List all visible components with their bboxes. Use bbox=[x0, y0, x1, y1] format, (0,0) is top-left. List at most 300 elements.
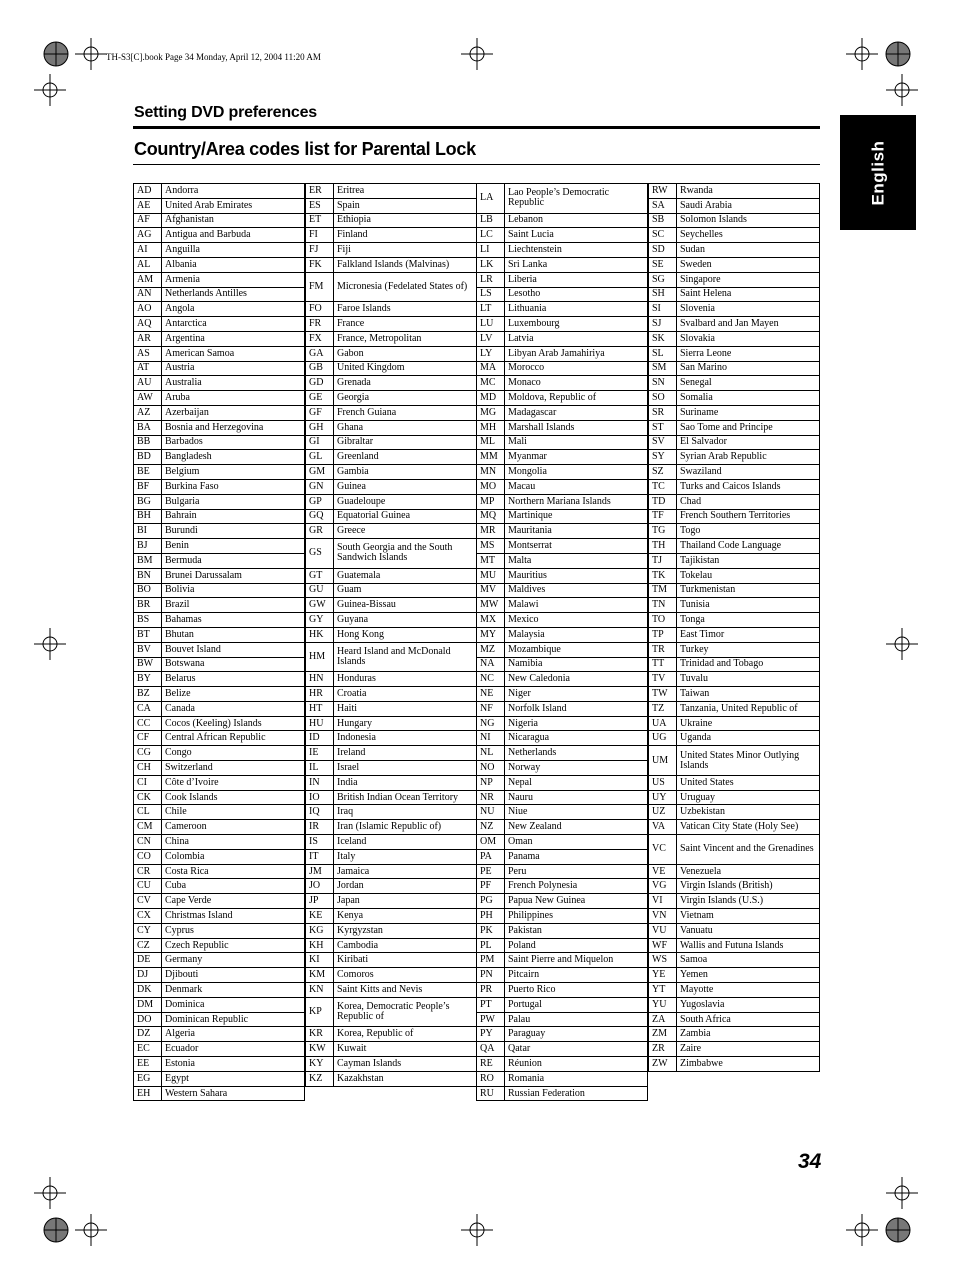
country-name-cell: Korea, Democratic People’s Republic of bbox=[334, 997, 477, 1027]
crosshair-icon bbox=[34, 1177, 66, 1209]
country-name-cell: Niger bbox=[505, 687, 648, 702]
table-row bbox=[477, 228, 648, 243]
table-row bbox=[649, 923, 820, 938]
country-name-cell: Saint Lucia bbox=[505, 228, 648, 243]
table-row bbox=[649, 716, 820, 731]
table-row bbox=[477, 598, 648, 613]
country-name-cell: Sweden bbox=[677, 257, 820, 272]
country-code-cell: US bbox=[649, 775, 677, 790]
country-code-cell: IQ bbox=[306, 805, 334, 820]
table-row bbox=[649, 479, 820, 494]
country-code-cell: AE bbox=[134, 198, 162, 213]
country-code-cell: PT bbox=[477, 997, 505, 1012]
country-name-cell: Estonia bbox=[162, 1057, 305, 1072]
country-name-cell: Ecuador bbox=[162, 1042, 305, 1057]
country-name-cell: Cook Islands bbox=[162, 790, 305, 805]
country-code-cell: BZ bbox=[134, 687, 162, 702]
table-row bbox=[477, 687, 648, 702]
table-row bbox=[306, 879, 477, 894]
country-code-cell: DK bbox=[134, 983, 162, 998]
country-name-cell: Martinique bbox=[505, 509, 648, 524]
table-row bbox=[134, 894, 305, 909]
country-name-cell: Wallis and Futuna Islands bbox=[677, 938, 820, 953]
country-name-cell: Pitcairn bbox=[505, 968, 648, 983]
country-code-cell: GB bbox=[306, 361, 334, 376]
table-row bbox=[649, 820, 820, 835]
country-name-cell: Israel bbox=[334, 761, 477, 776]
country-code-cell: LV bbox=[477, 331, 505, 346]
table-row bbox=[134, 568, 305, 583]
country-name-cell: Yugoslavia bbox=[677, 997, 820, 1012]
country-code-cell: BF bbox=[134, 479, 162, 494]
table-row bbox=[134, 672, 305, 687]
country-name-cell: Slovakia bbox=[677, 331, 820, 346]
table-row bbox=[477, 997, 648, 1012]
country-code-cell: DJ bbox=[134, 968, 162, 983]
country-name-cell: Libyan Arab Jamahiriya bbox=[505, 346, 648, 361]
country-code-cell: PF bbox=[477, 879, 505, 894]
country-code-cell: HU bbox=[306, 716, 334, 731]
country-code-cell: IS bbox=[306, 835, 334, 850]
country-name-cell: Maldives bbox=[505, 583, 648, 598]
country-code-cell: EG bbox=[134, 1071, 162, 1086]
country-name-cell: Algeria bbox=[162, 1027, 305, 1042]
country-code-cell: MA bbox=[477, 361, 505, 376]
table-row bbox=[477, 435, 648, 450]
table-row bbox=[306, 1057, 477, 1072]
table-row bbox=[649, 391, 820, 406]
country-code-cell: CI bbox=[134, 775, 162, 790]
country-name-cell: Guadeloupe bbox=[334, 494, 477, 509]
table-row bbox=[306, 524, 477, 539]
table-row bbox=[649, 346, 820, 361]
country-name-cell: Madagascar bbox=[505, 405, 648, 420]
country-code-cell: UZ bbox=[649, 805, 677, 820]
country-code-cell: AL bbox=[134, 257, 162, 272]
country-code-cell: AR bbox=[134, 331, 162, 346]
table-row bbox=[649, 953, 820, 968]
country-name-cell: Croatia bbox=[334, 687, 477, 702]
code-table-column-2 bbox=[305, 183, 477, 1087]
language-tab-label: English bbox=[868, 140, 887, 205]
table-row bbox=[477, 272, 648, 287]
crosshair-icon bbox=[886, 628, 918, 660]
country-code-cell: PN bbox=[477, 968, 505, 983]
country-name-cell: Mali bbox=[505, 435, 648, 450]
country-code-cell: KP bbox=[306, 997, 334, 1027]
country-code-cell: BW bbox=[134, 657, 162, 672]
table-row bbox=[306, 302, 477, 317]
table-row bbox=[649, 568, 820, 583]
country-name-cell: American Samoa bbox=[162, 346, 305, 361]
country-name-cell: Thailand Code Language bbox=[677, 539, 820, 554]
table-row bbox=[306, 731, 477, 746]
table-row bbox=[477, 1042, 648, 1057]
country-name-cell: Niue bbox=[505, 805, 648, 820]
country-name-cell: Zambia bbox=[677, 1027, 820, 1042]
country-code-cell: TN bbox=[649, 598, 677, 613]
country-name-cell: Panama bbox=[505, 849, 648, 864]
table-row bbox=[477, 479, 648, 494]
table-row bbox=[306, 509, 477, 524]
country-name-cell: Tajikistan bbox=[677, 553, 820, 568]
table-row bbox=[477, 568, 648, 583]
country-name-cell: Djibouti bbox=[162, 968, 305, 983]
table-row bbox=[477, 243, 648, 258]
country-code-cell: SH bbox=[649, 287, 677, 302]
country-name-cell: Lesotho bbox=[505, 287, 648, 302]
table-row bbox=[649, 450, 820, 465]
country-name-cell: Bahrain bbox=[162, 509, 305, 524]
country-name-cell: Guam bbox=[334, 583, 477, 598]
table-row bbox=[649, 405, 820, 420]
country-code-cell: UA bbox=[649, 716, 677, 731]
country-code-cell: MC bbox=[477, 376, 505, 391]
country-code-cell: AW bbox=[134, 391, 162, 406]
country-code-cell: GT bbox=[306, 568, 334, 583]
table-row bbox=[477, 331, 648, 346]
table-row bbox=[306, 761, 477, 776]
table-row bbox=[477, 1012, 648, 1027]
country-code-cell: MW bbox=[477, 598, 505, 613]
crosshair-icon bbox=[75, 38, 107, 70]
country-code-cell: LR bbox=[477, 272, 505, 287]
country-code-cell: MO bbox=[477, 479, 505, 494]
country-code-cell: GI bbox=[306, 435, 334, 450]
country-code-cell: UY bbox=[649, 790, 677, 805]
country-code-cell: GN bbox=[306, 479, 334, 494]
country-code-cell: CG bbox=[134, 746, 162, 761]
table-row bbox=[306, 820, 477, 835]
country-name-cell: Botswana bbox=[162, 657, 305, 672]
country-code-cell: DM bbox=[134, 997, 162, 1012]
country-name-cell: Afghanistan bbox=[162, 213, 305, 228]
table-row bbox=[649, 198, 820, 213]
table-row bbox=[477, 953, 648, 968]
country-name-cell: Antarctica bbox=[162, 317, 305, 332]
country-code-cell: AT bbox=[134, 361, 162, 376]
country-name-cell: Peru bbox=[505, 864, 648, 879]
country-code-cell: MT bbox=[477, 553, 505, 568]
country-name-cell: Guinea bbox=[334, 479, 477, 494]
table-row bbox=[306, 909, 477, 924]
country-name-cell: Korea, Republic of bbox=[334, 1027, 477, 1042]
country-name-cell: Nigeria bbox=[505, 716, 648, 731]
country-code-cell: YT bbox=[649, 983, 677, 998]
country-code-cell: MQ bbox=[477, 509, 505, 524]
table-row bbox=[134, 435, 305, 450]
table-row bbox=[649, 864, 820, 879]
country-code-cell: AF bbox=[134, 213, 162, 228]
table-row bbox=[134, 302, 305, 317]
country-name-cell: Argentina bbox=[162, 331, 305, 346]
country-name-cell: Mauritius bbox=[505, 568, 648, 583]
country-name-cell: Spain bbox=[334, 198, 477, 213]
country-name-cell: Albania bbox=[162, 257, 305, 272]
country-name-cell: Egypt bbox=[162, 1071, 305, 1086]
country-name-cell: Virgin Islands (British) bbox=[677, 879, 820, 894]
table-row bbox=[306, 583, 477, 598]
country-name-cell: Belgium bbox=[162, 465, 305, 480]
country-name-cell: Georgia bbox=[334, 391, 477, 406]
table-row bbox=[306, 627, 477, 642]
country-code-cell: VE bbox=[649, 864, 677, 879]
country-name-cell: Russian Federation bbox=[505, 1086, 648, 1101]
table-row bbox=[306, 687, 477, 702]
registration-mark-icon bbox=[40, 1214, 72, 1246]
country-code-cell: CU bbox=[134, 879, 162, 894]
country-name-cell: Somalia bbox=[677, 391, 820, 406]
country-code-cell: SR bbox=[649, 405, 677, 420]
country-name-cell: Brazil bbox=[162, 598, 305, 613]
country-code-cell: BM bbox=[134, 553, 162, 568]
code-table-column-1 bbox=[133, 183, 305, 1101]
country-name-cell: Norfolk Island bbox=[505, 701, 648, 716]
country-name-cell: San Marino bbox=[677, 361, 820, 376]
table-row bbox=[306, 805, 477, 820]
table-row bbox=[477, 184, 648, 214]
crosshair-icon bbox=[846, 38, 878, 70]
country-name-cell: Cyprus bbox=[162, 923, 305, 938]
country-code-cell: NI bbox=[477, 731, 505, 746]
country-code-cell: AU bbox=[134, 376, 162, 391]
country-code-cell: RE bbox=[477, 1057, 505, 1072]
country-code-cell: GE bbox=[306, 391, 334, 406]
table-row bbox=[477, 879, 648, 894]
country-code-cell: RW bbox=[649, 184, 677, 199]
country-name-cell: Guinea-Bissau bbox=[334, 598, 477, 613]
country-name-cell: Monaco bbox=[505, 376, 648, 391]
table-row bbox=[477, 894, 648, 909]
country-name-cell: Turks and Caicos Islands bbox=[677, 479, 820, 494]
country-name-cell: Colombia bbox=[162, 849, 305, 864]
table-row bbox=[649, 583, 820, 598]
country-code-cell: CL bbox=[134, 805, 162, 820]
country-name-cell: Bosnia and Herzegovina bbox=[162, 420, 305, 435]
country-code-cell: KY bbox=[306, 1057, 334, 1072]
registration-mark-icon bbox=[40, 38, 72, 70]
table-row bbox=[477, 775, 648, 790]
country-code-cell: BA bbox=[134, 420, 162, 435]
table-row bbox=[134, 805, 305, 820]
country-code-cell: AM bbox=[134, 272, 162, 287]
country-name-cell: Bulgaria bbox=[162, 494, 305, 509]
table-row bbox=[477, 672, 648, 687]
country-name-cell: France, Metropolitan bbox=[334, 331, 477, 346]
country-name-cell: Malta bbox=[505, 553, 648, 568]
country-code-cell: TK bbox=[649, 568, 677, 583]
country-name-cell: Mayotte bbox=[677, 983, 820, 998]
country-code-cell: LS bbox=[477, 287, 505, 302]
country-name-cell: Eritrea bbox=[334, 184, 477, 199]
table-row bbox=[649, 1012, 820, 1027]
table-row bbox=[134, 317, 305, 332]
file-info-line: TH-S3[C].book Page 34 Monday, April 12, 2004 11:20 AM bbox=[106, 52, 321, 62]
table-row bbox=[306, 701, 477, 716]
country-name-cell: Papua New Guinea bbox=[505, 894, 648, 909]
country-code-cell: AD bbox=[134, 184, 162, 199]
country-code-cell: MR bbox=[477, 524, 505, 539]
page-number: 34 bbox=[798, 1150, 822, 1173]
country-name-cell: Puerto Rico bbox=[505, 983, 648, 998]
country-code-cell: PE bbox=[477, 864, 505, 879]
country-name-cell: Sao Tome and Principe bbox=[677, 420, 820, 435]
country-name-cell: Syrian Arab Republic bbox=[677, 450, 820, 465]
country-code-cell: IN bbox=[306, 775, 334, 790]
country-code-cell: FX bbox=[306, 331, 334, 346]
country-code-cell: AZ bbox=[134, 405, 162, 420]
table-row bbox=[477, 1027, 648, 1042]
table-row bbox=[649, 287, 820, 302]
country-name-cell: El Salvador bbox=[677, 435, 820, 450]
country-name-cell: Kiribati bbox=[334, 953, 477, 968]
table-row bbox=[477, 346, 648, 361]
country-name-cell: Burkina Faso bbox=[162, 479, 305, 494]
table-row bbox=[649, 331, 820, 346]
country-code-cell: NU bbox=[477, 805, 505, 820]
country-name-cell: Cameroon bbox=[162, 820, 305, 835]
country-code-cell: GL bbox=[306, 450, 334, 465]
country-name-cell: Cape Verde bbox=[162, 894, 305, 909]
country-name-cell: Uganda bbox=[677, 731, 820, 746]
country-name-cell: Denmark bbox=[162, 983, 305, 998]
country-code-cell: BB bbox=[134, 435, 162, 450]
country-name-cell: Vanuatu bbox=[677, 923, 820, 938]
country-code-cell: MG bbox=[477, 405, 505, 420]
country-name-cell: Latvia bbox=[505, 331, 648, 346]
table-row bbox=[134, 820, 305, 835]
country-name-cell: Poland bbox=[505, 938, 648, 953]
country-name-cell: Armenia bbox=[162, 272, 305, 287]
page-title: Country/Area codes list for Parental Lock bbox=[134, 139, 476, 159]
table-row bbox=[306, 420, 477, 435]
table-row bbox=[477, 553, 648, 568]
table-row bbox=[649, 598, 820, 613]
country-code-cell: YE bbox=[649, 968, 677, 983]
table-row bbox=[306, 923, 477, 938]
country-code-cell: ID bbox=[306, 731, 334, 746]
table-row bbox=[477, 583, 648, 598]
table-row bbox=[134, 494, 305, 509]
country-name-cell: Czech Republic bbox=[162, 938, 305, 953]
country-name-cell: Zaire bbox=[677, 1042, 820, 1057]
table-row bbox=[477, 820, 648, 835]
country-name-cell: Sudan bbox=[677, 243, 820, 258]
table-row bbox=[306, 405, 477, 420]
country-name-cell: Cuba bbox=[162, 879, 305, 894]
country-name-cell: Pakistan bbox=[505, 923, 648, 938]
table-row bbox=[477, 405, 648, 420]
country-name-cell: Greenland bbox=[334, 450, 477, 465]
table-row bbox=[649, 376, 820, 391]
country-name-cell: Cambodia bbox=[334, 938, 477, 953]
country-code-cell: SV bbox=[649, 435, 677, 450]
country-code-cell: ZW bbox=[649, 1057, 677, 1072]
country-code-cell: LY bbox=[477, 346, 505, 361]
country-code-cell: VA bbox=[649, 820, 677, 835]
country-name-cell: French Southern Territories bbox=[677, 509, 820, 524]
country-code-cell: JM bbox=[306, 864, 334, 879]
country-name-cell: Comoros bbox=[334, 968, 477, 983]
table-row bbox=[306, 746, 477, 761]
table-row bbox=[134, 879, 305, 894]
title-rule bbox=[133, 164, 820, 165]
country-name-cell: Tanzania, United Republic of bbox=[677, 701, 820, 716]
country-name-cell: Kuwait bbox=[334, 1042, 477, 1057]
country-name-cell: Micronesia (Fedelated States of) bbox=[334, 272, 477, 302]
country-code-cell: IL bbox=[306, 761, 334, 776]
table-row bbox=[306, 376, 477, 391]
table-row bbox=[477, 805, 648, 820]
table-row bbox=[649, 894, 820, 909]
country-code-cell: TC bbox=[649, 479, 677, 494]
table-row bbox=[134, 272, 305, 287]
table-row bbox=[134, 657, 305, 672]
table-row bbox=[134, 1071, 305, 1086]
country-name-cell: Honduras bbox=[334, 672, 477, 687]
table-row bbox=[134, 761, 305, 776]
country-name-cell: Tonga bbox=[677, 613, 820, 628]
country-code-cell: HT bbox=[306, 701, 334, 716]
country-code-cell: FM bbox=[306, 272, 334, 302]
table-row bbox=[134, 790, 305, 805]
country-name-cell: British Indian Ocean Territory bbox=[334, 790, 477, 805]
table-row bbox=[134, 553, 305, 568]
table-row bbox=[134, 450, 305, 465]
country-name-cell: Uruguay bbox=[677, 790, 820, 805]
country-code-cell: CZ bbox=[134, 938, 162, 953]
country-name-cell: Paraguay bbox=[505, 1027, 648, 1042]
country-code-cell: EH bbox=[134, 1086, 162, 1101]
country-code-cell: PH bbox=[477, 909, 505, 924]
country-name-cell: Finland bbox=[334, 228, 477, 243]
country-code-cell: FO bbox=[306, 302, 334, 317]
table-row bbox=[134, 1012, 305, 1027]
country-code-cell: PG bbox=[477, 894, 505, 909]
table-row bbox=[477, 864, 648, 879]
country-code-cell: VU bbox=[649, 923, 677, 938]
country-name-cell: Austria bbox=[162, 361, 305, 376]
table-row bbox=[134, 746, 305, 761]
country-name-cell: Saint Vincent and the Grenadines bbox=[677, 835, 820, 865]
country-code-cell: UM bbox=[649, 746, 677, 776]
table-row bbox=[134, 184, 305, 199]
country-code-cell: KW bbox=[306, 1042, 334, 1057]
country-name-cell: Samoa bbox=[677, 953, 820, 968]
country-code-cell: NO bbox=[477, 761, 505, 776]
country-name-cell: Moldova, Republic of bbox=[505, 391, 648, 406]
country-code-cell: GR bbox=[306, 524, 334, 539]
country-name-cell: Antigua and Barbuda bbox=[162, 228, 305, 243]
country-code-cell: EE bbox=[134, 1057, 162, 1072]
table-row bbox=[134, 1027, 305, 1042]
country-name-cell: Ghana bbox=[334, 420, 477, 435]
country-name-cell: Greece bbox=[334, 524, 477, 539]
country-code-cell: MN bbox=[477, 465, 505, 480]
country-name-cell: Mauritania bbox=[505, 524, 648, 539]
country-name-cell: Bhutan bbox=[162, 627, 305, 642]
country-name-cell: Andorra bbox=[162, 184, 305, 199]
table-row bbox=[134, 909, 305, 924]
country-name-cell: Qatar bbox=[505, 1042, 648, 1057]
country-code-cell: MM bbox=[477, 450, 505, 465]
country-name-cell: Congo bbox=[162, 746, 305, 761]
country-name-cell: Luxembourg bbox=[505, 317, 648, 332]
country-code-cell: WF bbox=[649, 938, 677, 953]
table-row bbox=[477, 524, 648, 539]
crosshair-icon bbox=[461, 38, 493, 70]
table-row bbox=[649, 420, 820, 435]
